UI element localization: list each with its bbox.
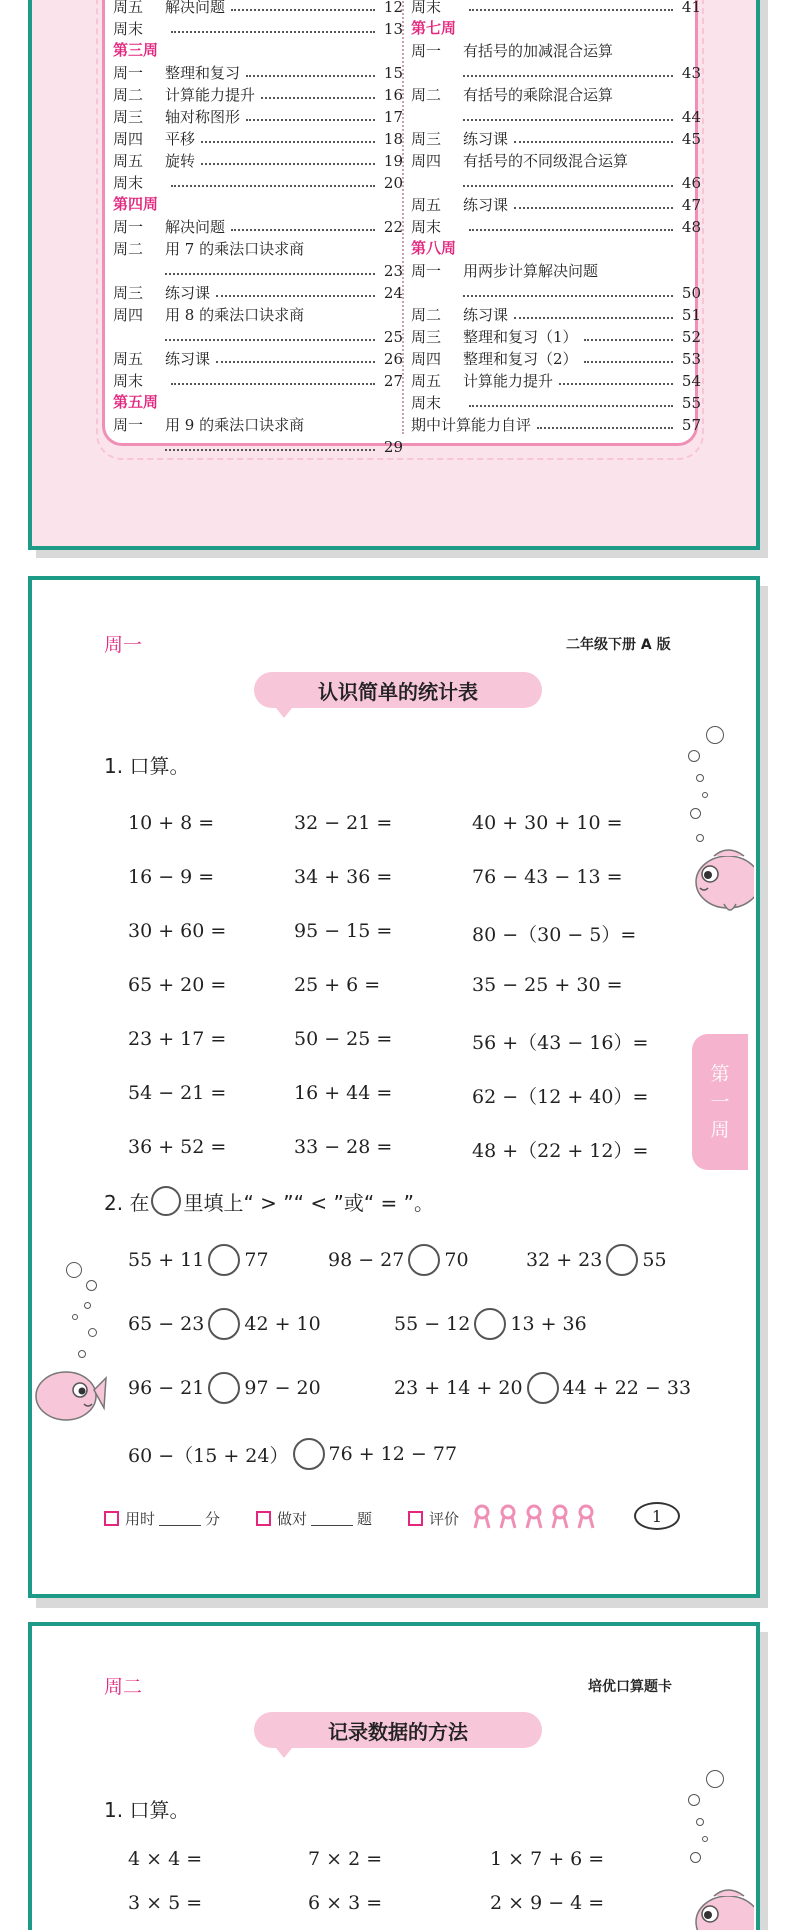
toc-leader-dots <box>201 163 375 165</box>
toc-entry[interactable] <box>411 82 701 104</box>
math-problem: 3 × 5 = <box>128 1892 203 1914</box>
bubble <box>696 834 704 842</box>
toc-page: 18 <box>383 130 403 148</box>
worksheet-card-monday <box>28 576 760 1598</box>
ribbon-icon[interactable] <box>498 1504 518 1530</box>
toc-title: 整理和复习（1） <box>463 328 578 346</box>
toc-day: 周末 <box>113 372 144 390</box>
toc-title: 用 8 的乘法口诀求商 <box>165 306 305 324</box>
math-problem: 62 −（12 + 40）= <box>472 1086 649 1108</box>
compare-right: 44 + 22 − 33 <box>562 1377 692 1399</box>
toc-page: 51 <box>681 306 701 324</box>
toc-page: 22 <box>383 218 403 236</box>
toc-entry[interactable] <box>113 412 403 434</box>
math-problem: 2 × 9 − 4 = <box>490 1892 605 1914</box>
book-label: 二年级下册 A 版 <box>566 637 671 653</box>
toc-page: 41 <box>681 0 701 16</box>
topic-banner <box>254 1712 542 1748</box>
compare-right: 77 <box>244 1249 269 1271</box>
bubble <box>702 1836 708 1842</box>
toc-entry[interactable] <box>411 324 701 346</box>
toc-day: 周四 <box>411 350 442 368</box>
toc-entry[interactable] <box>411 214 701 236</box>
toc-entry[interactable] <box>113 236 403 258</box>
toc-leader-dots <box>559 383 673 385</box>
toc-leader-dots <box>261 97 375 99</box>
toc-day: 周三 <box>113 284 144 302</box>
math-problem: 23 + 17 = <box>128 1028 227 1050</box>
toc-entry[interactable] <box>113 0 403 16</box>
toc-leader-dots <box>171 31 375 33</box>
toc-entry[interactable] <box>411 148 701 170</box>
bubble <box>688 750 700 762</box>
toc-leader-dots <box>469 405 673 407</box>
compare-left: 65 − 23 <box>128 1313 205 1335</box>
toc-day: 周一 <box>113 218 144 236</box>
toc-title: 用 9 的乘法口诀求商 <box>165 416 305 434</box>
toc-left-column <box>113 0 403 456</box>
toc-day: 周末 <box>411 394 442 412</box>
toc-page: 26 <box>383 350 403 368</box>
toc-title: 练习课 <box>463 130 509 148</box>
toc-title: 轴对称图形 <box>165 108 241 126</box>
toc-entry[interactable] <box>113 302 403 324</box>
math-problem: 65 + 20 = <box>128 974 227 996</box>
compare-left: 23 + 14 + 20 <box>394 1377 523 1399</box>
toc-day: 周末 <box>113 20 144 38</box>
toc-entry[interactable] <box>113 148 403 170</box>
math-problem: 56 +（43 − 16）= <box>472 1032 649 1054</box>
topic-title: 认识简单的统计表 <box>318 679 478 704</box>
toc-leader-dots <box>216 295 375 297</box>
toc-week-heading: 第三周 <box>113 41 159 59</box>
toc-entry-continuation <box>411 104 701 126</box>
toc-page: 13 <box>383 20 403 38</box>
day-label: 周二 <box>104 1676 143 1698</box>
toc-day: 周三 <box>411 328 442 346</box>
math-problem: 54 − 21 = <box>128 1082 227 1104</box>
toc-right-column <box>411 0 701 434</box>
toc-leader-dots <box>171 383 375 385</box>
toc-day: 周四 <box>113 306 144 324</box>
toc-title: 练习课 <box>463 306 509 324</box>
compare-left: 55 + 11 <box>128 1249 205 1271</box>
math-problem: 7 × 2 = <box>308 1848 383 1870</box>
toc-entry[interactable] <box>411 38 701 60</box>
fish-icon <box>684 1882 754 1930</box>
toc-entry[interactable] <box>411 126 701 148</box>
toc-week-heading: 第八周 <box>411 239 457 257</box>
compare-right: 97 − 20 <box>244 1377 321 1399</box>
bubble <box>688 1794 700 1806</box>
toc-leader-dots <box>537 427 673 429</box>
math-problem: 95 − 15 = <box>294 920 393 942</box>
fish-icon <box>34 1360 108 1430</box>
toc-page: 24 <box>383 284 403 302</box>
toc-page: 50 <box>681 284 701 302</box>
toc-title: 整理和复习（2） <box>463 350 578 368</box>
bubble <box>690 808 701 819</box>
toc-page: 54 <box>681 372 701 390</box>
math-problem: 10 + 8 = <box>128 812 215 834</box>
toc-entry[interactable] <box>411 412 701 434</box>
toc-page: 45 <box>681 130 701 148</box>
math-problem: 48 +（22 + 12）= <box>472 1140 649 1162</box>
toc-day: 周五 <box>113 152 144 170</box>
toc-day: 周三 <box>411 130 442 148</box>
ribbon-icon[interactable] <box>524 1504 544 1530</box>
math-problem: 35 − 25 + 30 = <box>472 974 623 996</box>
toc-day: 周二 <box>113 240 144 258</box>
toc-day: 周一 <box>411 42 442 60</box>
toc-title: 计算能力提升 <box>463 372 554 390</box>
time-unit: 分 <box>205 1510 221 1528</box>
fish-icon <box>684 842 754 922</box>
toc-day: 周一 <box>113 416 144 434</box>
compare-left: 60 −（15 + 24） <box>128 1444 289 1467</box>
toc-title: 练习课 <box>165 350 211 368</box>
toc-page: 20 <box>383 174 403 192</box>
bubble <box>696 1818 704 1826</box>
toc-leader-dots <box>463 75 673 77</box>
topic-title: 记录数据的方法 <box>328 1719 468 1744</box>
toc-leader-dots <box>165 449 375 451</box>
math-problem: 33 − 28 = <box>294 1136 393 1158</box>
toc-title: 旋转 <box>165 152 196 170</box>
toc-page: 48 <box>681 218 701 236</box>
compare-problem <box>128 1372 321 1404</box>
toc-day: 周末 <box>411 218 442 236</box>
math-problem: 30 + 60 = <box>128 920 227 942</box>
question-1-title: 1. 口算。 <box>104 1798 190 1822</box>
toc-leader-dots <box>246 75 375 77</box>
answer-circle[interactable] <box>606 1244 638 1276</box>
toc-page: 53 <box>681 350 701 368</box>
topic-banner <box>254 672 542 708</box>
toc-title: 练习课 <box>165 284 211 302</box>
toc-entry[interactable] <box>411 258 701 280</box>
compare-problem <box>128 1438 457 1470</box>
toc-entry[interactable] <box>113 104 403 126</box>
toc-entry-continuation <box>411 170 701 192</box>
toc-leader-dots <box>469 229 673 231</box>
toc-entry[interactable] <box>411 302 701 324</box>
bubble <box>66 1262 82 1278</box>
compare-right: 13 + 36 <box>510 1313 587 1335</box>
toc-leader-dots <box>584 339 673 341</box>
toc-page: 25 <box>383 328 403 346</box>
compare-right: 42 + 10 <box>244 1313 321 1335</box>
toc-title: 计算能力提升 <box>165 86 256 104</box>
answer-circle[interactable] <box>527 1372 559 1404</box>
toc-page: 12 <box>383 0 403 16</box>
toc-title: 整理和复习 <box>165 64 241 82</box>
toc-leader-dots <box>246 119 375 121</box>
evaluation-checkbox[interactable] <box>408 1511 423 1526</box>
compare-left: 32 + 23 <box>526 1249 603 1271</box>
toc-day: 周五 <box>411 196 442 214</box>
bubble <box>84 1302 91 1309</box>
bubble <box>72 1314 78 1320</box>
toc-leader-dots <box>514 141 673 143</box>
toc-leader-dots <box>201 141 375 143</box>
compare-problem <box>328 1244 469 1276</box>
bubble <box>696 774 704 782</box>
bubble <box>690 1852 701 1863</box>
book-label: 培优口算题卡 <box>588 1679 672 1695</box>
bubble <box>78 1350 86 1358</box>
toc-leader-dots <box>463 185 673 187</box>
bubble <box>88 1328 97 1337</box>
answer-circle[interactable] <box>293 1438 325 1470</box>
time-blank[interactable] <box>159 1512 201 1526</box>
toc-page: 29 <box>383 438 403 456</box>
toc-title: 有括号的不同级混合运算 <box>463 152 629 170</box>
toc-title: 有括号的乘除混合运算 <box>463 86 614 104</box>
compare-problem <box>394 1308 587 1340</box>
compare-problem <box>526 1244 667 1276</box>
evaluation-field <box>408 1508 459 1529</box>
toc-leader-dots <box>231 229 375 231</box>
answer-circle[interactable] <box>208 1372 240 1404</box>
math-problem: 16 + 44 = <box>294 1082 393 1104</box>
toc-entry[interactable] <box>113 170 403 192</box>
toc-entry[interactable] <box>411 368 701 390</box>
math-problem: 1 × 7 + 6 = <box>490 1848 605 1870</box>
toc-entry-continuation <box>411 60 701 82</box>
toc-page: 16 <box>383 86 403 104</box>
toc-entry-continuation <box>113 324 403 346</box>
toc-leader-dots <box>171 185 375 187</box>
toc-title: 解决问题 <box>165 218 226 236</box>
toc-entry[interactable] <box>411 192 701 214</box>
toc-page: 52 <box>681 328 701 346</box>
bubble <box>706 726 724 744</box>
toc-entry-continuation <box>113 258 403 280</box>
time-label: 用时 <box>125 1510 156 1528</box>
toc-entry[interactable] <box>113 368 403 390</box>
ribbon-icon[interactable] <box>472 1504 492 1530</box>
evaluation-label: 评价 <box>429 1510 460 1528</box>
evaluation-ribbons <box>472 1504 596 1530</box>
bubble <box>86 1280 97 1291</box>
toc-entry[interactable] <box>411 0 701 16</box>
toc-week-heading: 第五周 <box>113 393 159 411</box>
toc-leader-dots <box>584 361 673 363</box>
day-label: 周一 <box>104 634 143 656</box>
toc-day: 周五 <box>411 372 442 390</box>
toc-week-heading: 第四周 <box>113 195 159 213</box>
toc-leader-dots <box>514 207 673 209</box>
math-problem: 25 + 6 = <box>294 974 381 996</box>
toc-page: 44 <box>681 108 701 126</box>
toc-leader-dots <box>216 361 375 363</box>
compare-problem <box>128 1308 321 1340</box>
toc-entry[interactable] <box>113 16 403 38</box>
toc-page: 46 <box>681 174 701 192</box>
toc-leader-dots <box>469 9 673 11</box>
toc-title: 用 7 的乘法口诀求商 <box>165 240 305 258</box>
ribbon-icon[interactable] <box>576 1504 596 1530</box>
compare-problem <box>394 1372 691 1404</box>
math-problem: 34 + 36 = <box>294 866 393 888</box>
toc-page: 23 <box>383 262 403 280</box>
question-2-prefix: 2. 在 <box>104 1190 150 1215</box>
toc-day: 周二 <box>411 86 442 104</box>
toc-entry[interactable] <box>411 390 701 412</box>
correct-field <box>256 1508 372 1529</box>
toc-page: 19 <box>383 152 403 170</box>
tab-char-1: 第 <box>710 1063 730 1085</box>
compare-right: 76 + 12 − 77 <box>328 1443 458 1465</box>
math-problem: 6 × 3 = <box>308 1892 383 1914</box>
toc-leader-dots <box>165 339 375 341</box>
toc-day: 周末 <box>411 0 442 16</box>
toc-day: 周四 <box>411 152 442 170</box>
toc-day: 周一 <box>113 64 144 82</box>
toc-page: 55 <box>681 394 701 412</box>
toc-leader-dots <box>463 295 673 297</box>
tab-char-2: 一 <box>710 1091 730 1113</box>
toc-title: 练习课 <box>463 196 509 214</box>
math-problem: 50 − 25 = <box>294 1028 393 1050</box>
toc-page: 57 <box>681 416 701 434</box>
correct-unit: 题 <box>357 1510 373 1528</box>
toc-day: 周四 <box>113 130 144 148</box>
answer-circle[interactable] <box>408 1244 440 1276</box>
toc-day: 周一 <box>411 262 442 280</box>
toc-day: 周五 <box>113 0 144 16</box>
toc-leader-dots <box>463 119 673 121</box>
toc-entry[interactable] <box>113 82 403 104</box>
compare-left: 98 − 27 <box>328 1249 405 1271</box>
toc-week-heading: 第七周 <box>411 19 457 37</box>
correct-checkbox[interactable] <box>256 1511 271 1526</box>
toc-title: 用两步计算解决问题 <box>463 262 599 280</box>
toc-leader-dots <box>514 317 673 319</box>
tab-char-3: 周 <box>710 1119 730 1141</box>
time-field <box>104 1508 220 1529</box>
toc-entry-continuation <box>411 280 701 302</box>
math-problem: 80 −（30 − 5）= <box>472 924 637 946</box>
toc-title: 期中计算能力自评 <box>411 416 532 434</box>
page-number: 1 <box>634 1502 680 1530</box>
toc-title: 解决问题 <box>165 0 226 16</box>
math-problem: 16 − 9 = <box>128 866 215 888</box>
toc-day: 周五 <box>113 350 144 368</box>
math-problem: 36 + 52 = <box>128 1136 227 1158</box>
question-1-title: 1. 口算。 <box>104 754 190 778</box>
toc-divider <box>402 0 404 434</box>
toc-day: 周二 <box>113 86 144 104</box>
toc-entry[interactable] <box>113 214 403 236</box>
toc-day: 周三 <box>113 108 144 126</box>
toc-page: 15 <box>383 64 403 82</box>
correct-label: 做对 <box>277 1510 308 1528</box>
toc-box <box>102 0 701 456</box>
toc-day: 周二 <box>411 306 442 324</box>
toc-page: 27 <box>383 372 403 390</box>
math-problem: 4 × 4 = <box>128 1848 203 1870</box>
toc-page: 17 <box>383 108 403 126</box>
bubble <box>706 1770 724 1788</box>
correct-blank[interactable] <box>311 1512 353 1526</box>
toc-entry[interactable] <box>113 280 403 302</box>
math-problem: 76 − 43 − 13 = <box>472 866 623 888</box>
toc-entry[interactable] <box>113 126 403 148</box>
compare-problem <box>128 1244 269 1276</box>
answer-circle[interactable] <box>208 1244 240 1276</box>
toc-leader-dots <box>165 273 375 275</box>
ribbon-icon[interactable] <box>550 1504 570 1530</box>
worksheet-card-tuesday <box>28 1622 760 1930</box>
answer-circle[interactable] <box>474 1308 506 1340</box>
compare-right: 70 <box>444 1249 469 1271</box>
toc-entry[interactable] <box>113 60 403 82</box>
math-problem: 32 − 21 = <box>294 812 393 834</box>
answer-circle-example <box>151 1186 181 1216</box>
toc-card <box>28 0 760 550</box>
question-2-suffix: 里填上“ > ”“ < ”或“ = ”。 <box>183 1190 435 1215</box>
math-problem: 40 + 30 + 10 = <box>472 812 623 834</box>
toc-entry[interactable] <box>113 346 403 368</box>
time-checkbox[interactable] <box>104 1511 119 1526</box>
question-2-title <box>104 1186 434 1216</box>
toc-entry-continuation <box>113 434 403 456</box>
toc-day: 周末 <box>113 174 144 192</box>
bubble <box>702 792 708 798</box>
toc-title: 有括号的加减混合运算 <box>463 42 614 60</box>
toc-page: 43 <box>681 64 701 82</box>
toc-entry[interactable] <box>411 346 701 368</box>
toc-title: 平移 <box>165 130 196 148</box>
compare-left: 55 − 12 <box>394 1313 471 1335</box>
compare-right: 55 <box>642 1249 667 1271</box>
week-side-tab <box>692 1034 748 1170</box>
toc-leader-dots <box>231 9 375 11</box>
answer-circle[interactable] <box>208 1308 240 1340</box>
compare-left: 96 − 21 <box>128 1377 205 1399</box>
toc-page: 47 <box>681 196 701 214</box>
